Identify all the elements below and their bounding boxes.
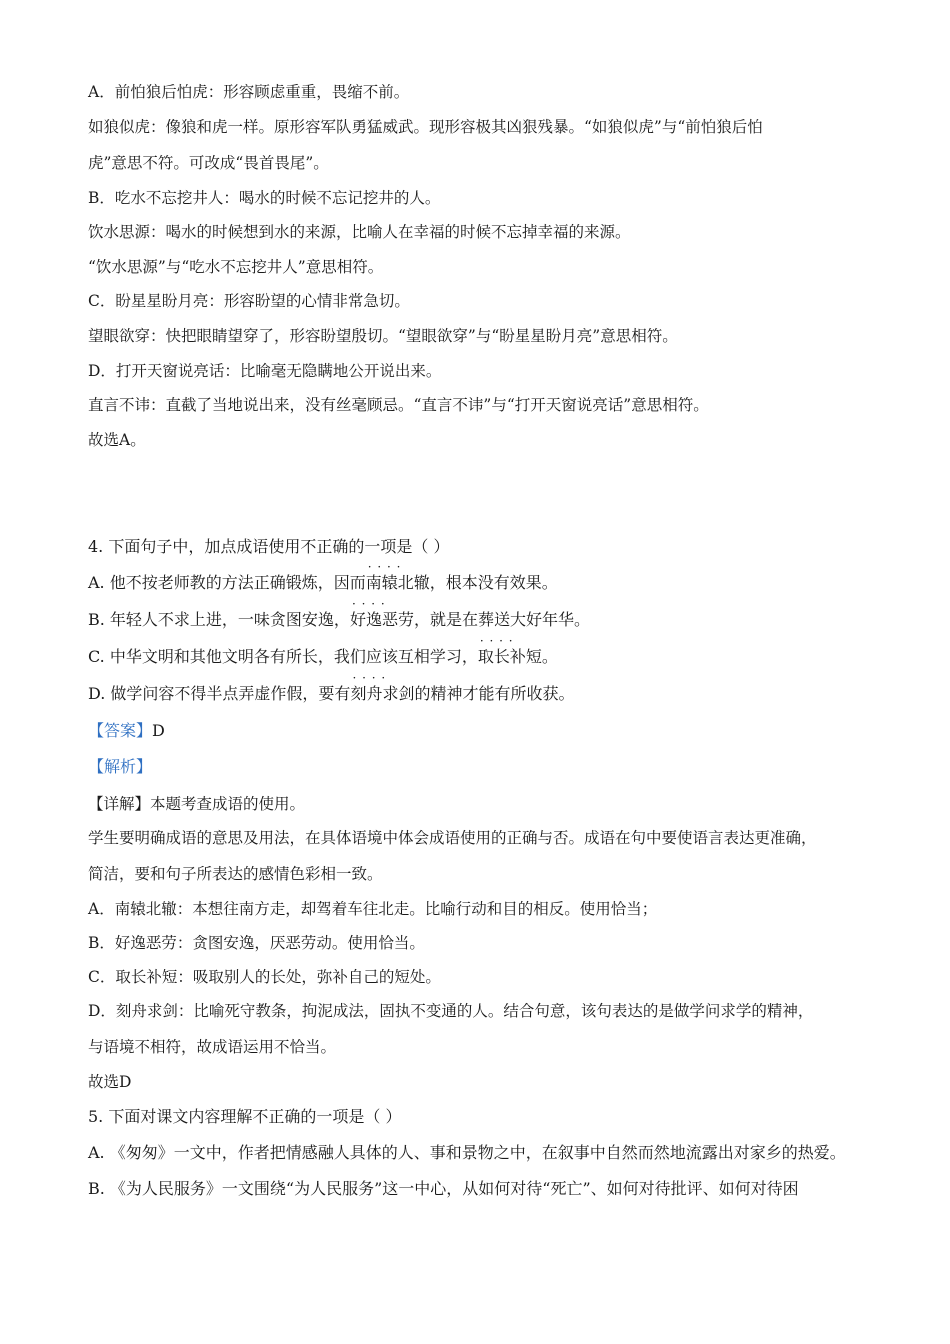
final-choice: 故选A。 — [88, 431, 146, 449]
explanation-line: 简洁，要和句子所表达的感情色彩相一致。 — [88, 865, 383, 883]
option-text: B. 年轻人不求上进，一味贪图安逸， — [88, 610, 350, 629]
analysis-line: “饮水思源”与“吃水不忘挖井人”意思相符。 — [88, 258, 384, 276]
question-5-stem: 5. 下面对课文内容理解不正确的一项是（ ） — [88, 1107, 402, 1126]
option-text: D. 做学问容不得半点弄虚作假，要有 — [88, 684, 351, 703]
explanation-line: D．刻舟求剑：比喻死守教条，拘泥成法，固执不变通的人。结合句意，该句表达的是做学问求学的精神， — [88, 1002, 814, 1020]
explanation-line: C．取长补短：吸取别人的长处，弥补自己的短处。 — [88, 968, 441, 986]
dotted-idiom: · · · · 刻舟求剑 — [350, 684, 414, 704]
analysis-line: 如狼似虎：像狼和虎一样。原形容军队勇猛威武。现形容极其凶狠残暴。“如狼似虎”与“前怕狼后怕 — [88, 118, 763, 136]
dotted-idiom: · · · · 南辕北辙 — [366, 573, 430, 593]
question-4-option-d — [88, 684, 574, 704]
analysis-line: 直言不讳：直截了当地说出来，没有丝毫顾忌。“直言不讳”与“打开天窗说亮话”意思相符。 — [88, 396, 709, 414]
option-text: ，根本没有效果。 — [429, 573, 558, 592]
analysis-label: 【解析】 — [88, 757, 153, 776]
analysis-line: 饮水思源：喝水的时候想到水的来源，比喻人在幸福的时候不忘掉幸福的来源。 — [88, 223, 631, 241]
dotted-idiom: · · · · 取长补短 — [478, 647, 542, 667]
option-text: ，就是在葬送大好年华。 — [413, 610, 590, 629]
option-text: 的精神才能有所收获。 — [414, 684, 575, 703]
explanation-line: B．好逸恶劳：贪图安逸，厌恶劳动。使用恰当。 — [88, 934, 425, 952]
answer-row — [88, 721, 165, 741]
analysis-line: 望眼欲穿：快把眼睛望穿了，形容盼望殷切。“望眼欲穿”与“盼星星盼月亮”意思相符。 — [88, 327, 678, 345]
answer-label: 【答案】 — [88, 721, 153, 740]
analysis-line: D．打开天窗说亮话：比喻毫无隐瞒地公开说出来。 — [88, 362, 442, 380]
analysis-line: B．吃水不忘挖井人：喝水的时候不忘记挖井的人。 — [88, 189, 441, 207]
question-5-option-a: A. 《匆匆》一文中，作者把情感融人具体的人、事和景物之中，在叙事中自然而然地流露出对家乡的热爱。 — [88, 1143, 846, 1162]
option-text: A. 他不按老师教的方法正确锻炼，因而 — [88, 573, 366, 592]
option-text: C. 中华文明和其他文明各有所长，我们应该互相学习， — [88, 647, 478, 666]
dotted-idiom: · · · · 好逸恶劳 — [350, 610, 414, 630]
final-choice: 故选D — [88, 1073, 132, 1091]
explanation-line: 【详解】本题考查成语的使用。 — [88, 795, 306, 813]
question-4-option-c — [88, 647, 558, 667]
analysis-line: 虎”意思不符。可改成“畏首畏尾”。 — [88, 154, 329, 172]
question-4-option-b — [88, 610, 590, 630]
answer-value: D — [152, 721, 165, 740]
option-text: 。 — [541, 647, 558, 666]
analysis-line: A．前怕狼后怕虎：形容顾虑重重，畏缩不前。 — [88, 83, 410, 101]
explanation-line: A．南辕北辙：本想往南方走，却驾着车往北走。比喻行动和目的相反。使用恰当； — [88, 900, 658, 918]
question-5-option-b: B. 《为人民服务》一文围绕“为人民服务”这一中心，从如何对待“死亡”、如何对待批评、如何对待困 — [88, 1179, 799, 1198]
explanation-line: 学生要明确成语的意思及用法，在具体语境中体会成语使用的正确与否。成语在句中要使语言表达更准确， — [88, 829, 817, 847]
question-4-option-a — [88, 573, 558, 593]
question-4-stem: 4. 下面句子中，加点成语使用不正确的一项是（ ） — [88, 537, 450, 556]
explanation-line: 与语境不相符，故成语运用不恰当。 — [88, 1038, 337, 1056]
analysis-line: C．盼星星盼月亮：形容盼望的心情非常急切。 — [88, 292, 410, 310]
